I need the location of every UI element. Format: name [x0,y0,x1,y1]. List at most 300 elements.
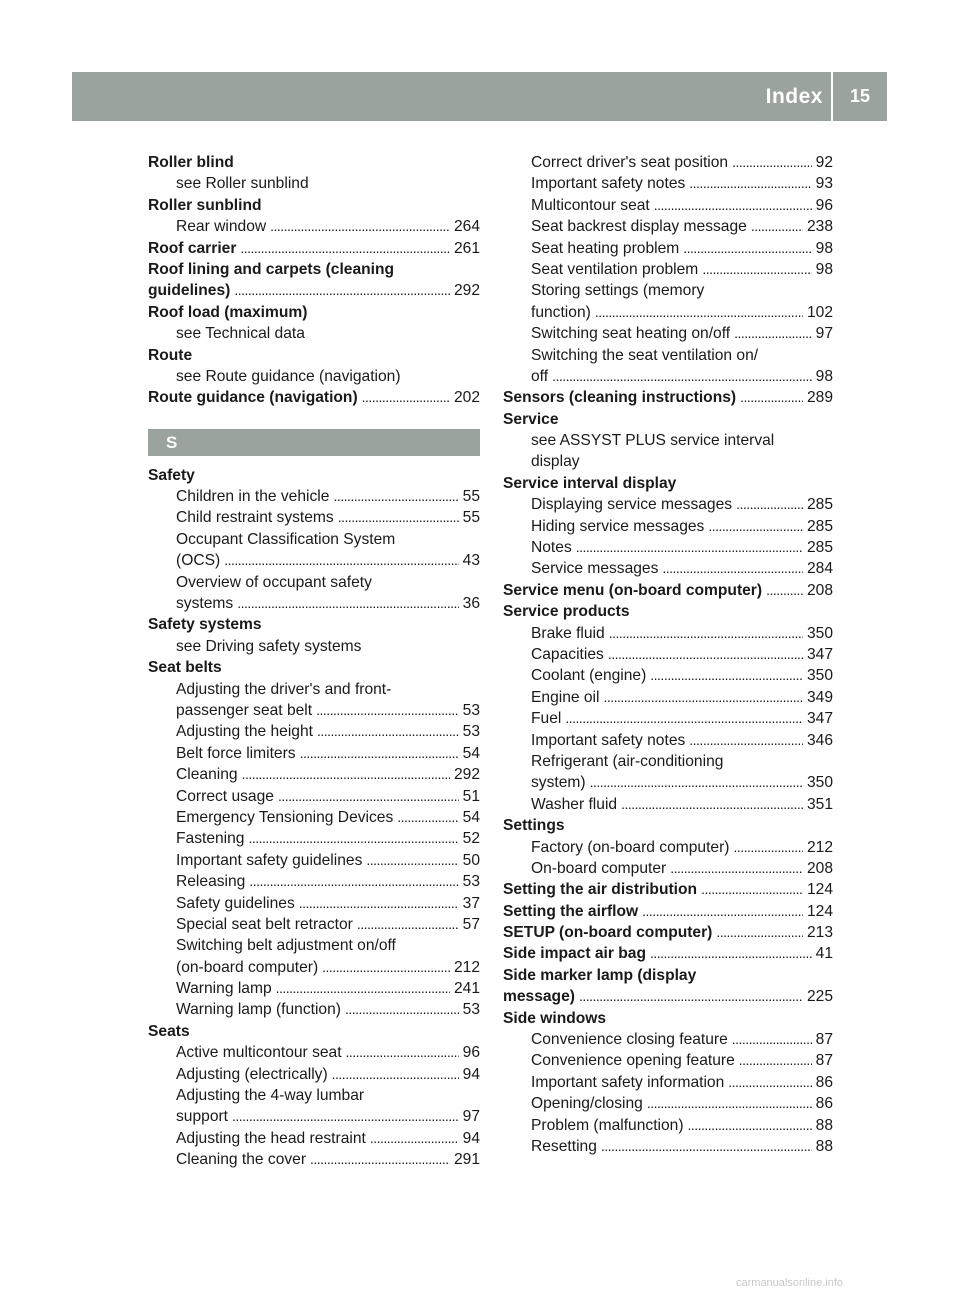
index-subentry [148,828,480,849]
index-heading-entry [503,601,833,622]
dot-leader [333,486,458,507]
dot-leader [242,764,450,785]
dot-leader [338,507,459,528]
dot-leader [739,1050,812,1071]
index-subentry [148,572,480,593]
dot-leader [317,721,459,742]
page-reference: 57 [462,915,480,933]
index-subentry [148,700,480,721]
dot-leader [766,580,803,601]
entry-text: Setting the airflow [503,902,639,920]
page-reference: 93 [815,175,833,193]
index-subentry [148,914,480,935]
dot-leader [732,152,812,173]
page-reference: 36 [462,595,480,613]
index-heading-entry [503,815,833,836]
entry-text: Emergency Tensioning Devices [176,808,394,826]
page-reference: 98 [815,239,833,257]
dot-leader [689,730,803,751]
dot-leader [734,323,812,344]
dot-leader [316,700,459,721]
entry-text: Displaying service messages [531,496,733,514]
index-subentry [503,858,833,879]
entry-text: Roller sunblind [148,196,262,214]
index-heading-entry [503,473,833,494]
entry-text: off [531,367,549,385]
entry-text: Cleaning the cover [176,1151,307,1169]
dot-leader [240,238,450,259]
index-subentry [148,366,480,387]
entry-text: Refrigerant (air-conditioning [531,752,724,770]
entry-text: system) [531,774,586,792]
index-subentry [148,173,480,194]
page-reference: 88 [815,1116,833,1134]
dot-leader [579,986,803,1007]
index-subentry [503,1072,833,1093]
dot-leader [732,1029,812,1050]
page-reference: 53 [462,873,480,891]
dot-leader [370,1128,459,1149]
index-subentry [148,1128,480,1149]
entry-text: Correct driver's seat position [531,154,729,171]
index-heading-entry [148,280,480,301]
index-heading-entry [148,259,480,280]
entry-text: Sensors (cleaning instructions) [503,389,737,407]
entry-text: Roof load (maximum) [148,303,308,321]
page-reference: 51 [462,787,480,805]
dot-leader [601,1136,812,1157]
index-heading-entry [148,238,480,259]
dot-leader [249,871,458,892]
entry-text: Capacities [531,645,604,663]
index-subentry [148,999,480,1020]
index-column-left [148,152,480,1171]
index-heading-entry [503,879,833,900]
index-group-s [148,465,480,1171]
entry-text: guidelines) [148,282,231,300]
entry-text: On-board computer [531,859,667,877]
page-reference: 53 [462,723,480,741]
page-reference: 350 [806,624,833,642]
entry-text: Convenience closing feature [531,1031,728,1049]
entry-text: display [531,453,580,471]
index-subentry [503,558,833,579]
page-reference: 88 [815,1137,833,1155]
dot-leader [357,914,459,935]
index-group-s-continued [503,152,833,1157]
index-subentry [503,772,833,793]
index-subentry [148,850,480,871]
index-heading-entry [148,195,480,216]
entry-text: Adjusting the driver's and front- [176,680,392,698]
index-heading-entry [503,580,833,601]
entry-text: Route [148,346,193,364]
entry-text: Engine oil [531,688,600,706]
index-heading-entry [148,1021,480,1042]
index-subentry [503,366,833,387]
entry-text: see ASSYST PLUS service interval [531,432,775,450]
dot-leader [733,837,803,858]
dot-leader [224,550,458,571]
page-reference: 346 [806,731,833,749]
dot-leader [310,1149,450,1170]
page-reference: 212 [806,838,833,856]
page-reference: 52 [462,830,480,848]
dot-leader [708,516,803,537]
dot-leader [689,173,811,194]
index-heading-entry [148,614,480,635]
index-column-right [503,152,833,1157]
entry-text: see Technical data [176,325,305,343]
index-subentry [503,152,833,173]
page-reference: 94 [462,1065,480,1083]
entry-text: Safety [148,466,195,484]
page-reference: 98 [815,367,833,385]
page-reference: 285 [806,517,833,535]
dot-leader [248,828,458,849]
entry-text: Seat belts [148,659,222,677]
entry-text: Switching seat heating on/off [531,325,731,343]
index-title: Index [765,85,823,108]
entry-text: support [176,1108,229,1126]
dot-leader [234,280,450,301]
index-heading-entry [503,943,833,964]
page-reference: 55 [462,488,480,506]
entry-text: Opening/closing [531,1095,643,1113]
entry-text: Releasing [176,873,246,891]
entry-text: function) [531,303,591,321]
index-heading-entry [503,922,833,943]
page-reference: 102 [806,303,833,321]
entry-text: Roof lining and carpets (cleaning [148,260,395,278]
entry-text: Side marker lamp (display [503,966,697,984]
page-reference: 261 [453,239,480,257]
index-subentry [503,751,833,772]
entry-text: see Driving safety systems [176,637,362,655]
entry-text: passenger seat belt [176,701,313,719]
index-subentry [503,623,833,644]
index-subentry [503,516,833,537]
entry-text: Fuel [531,710,562,728]
index-heading-entry [148,345,480,366]
entry-text: Correct usage [176,787,274,805]
page-reference: 292 [453,282,480,300]
page-reference: 213 [806,924,833,942]
dot-leader [345,999,459,1020]
entry-text: Roller blind [148,154,234,171]
dot-leader [322,957,450,978]
entry-text: Multicontour seat [531,196,650,214]
index-subentry [503,345,833,366]
page-reference: 96 [815,196,833,214]
page-reference: 87 [815,1031,833,1049]
entry-text: Adjusting the height [176,723,313,741]
index-subentry [503,280,833,301]
index-subentry [148,721,480,742]
page-reference: 54 [462,808,480,826]
dot-leader [397,807,458,828]
page-reference: 43 [462,552,480,570]
index-subentry [503,1050,833,1071]
page-reference: 285 [806,496,833,514]
page-reference: 55 [462,509,480,527]
entry-text: Special seat belt retractor [176,915,353,933]
page-reference: 87 [815,1052,833,1070]
page-reference: 54 [462,744,480,762]
dot-leader [701,879,803,900]
entry-text: Children in the vehicle [176,488,330,506]
page-reference: 97 [815,325,833,343]
entry-text: Roof carrier [148,239,237,257]
page-reference: 208 [806,581,833,599]
page-reference: 291 [453,1151,480,1169]
page-reference: 350 [806,667,833,685]
index-subentry [148,679,480,700]
entry-text: Child restraint systems [176,509,334,527]
page-reference: 264 [453,218,480,236]
dot-leader [565,708,803,729]
dot-leader [728,1072,811,1093]
dot-leader [552,366,812,387]
page-reference: 208 [806,859,833,877]
dot-leader [650,665,803,686]
index-subentry [503,1029,833,1050]
index-subentry [503,1093,833,1114]
index-subentry [148,216,480,237]
dot-leader [670,858,803,879]
entry-text: Safety guidelines [176,894,295,912]
page-reference: 284 [806,560,833,578]
entry-text: Hiding service messages [531,517,705,535]
index-heading-entry [503,1008,833,1029]
index-subentry [503,494,833,515]
entry-text: Important safety notes [531,731,686,749]
page-reference: 50 [462,851,480,869]
entry-text: Settings [503,817,565,835]
page-reference: 86 [815,1095,833,1113]
page-reference: 97 [462,1108,480,1126]
entry-text: Notes [531,539,572,557]
index-subentry [503,665,833,686]
index-heading-entry [503,387,833,408]
page-reference: 289 [806,389,833,407]
page-reference: 53 [462,1001,480,1019]
entry-text: Seat backrest display message [531,218,747,236]
entry-text: Important safety guidelines [176,851,363,869]
index-subentry [503,451,833,472]
page-header [72,72,887,121]
entry-text: Washer fluid [531,795,618,813]
index-subentry [148,957,480,978]
dot-leader [346,1042,459,1063]
index-subentry [503,1136,833,1157]
index-subentry [148,550,480,571]
page-reference: 212 [453,958,480,976]
index-heading-entry [148,387,480,408]
page-reference: 347 [806,645,833,663]
index-heading-entry [503,965,833,986]
index-group-r [148,152,480,409]
index-subentry [148,743,480,764]
page-reference: 53 [462,701,480,719]
page-reference: 202 [453,389,480,407]
index-subentry [148,978,480,999]
page-reference: 225 [806,988,833,1006]
dot-leader [232,1106,459,1127]
index-subentry [503,794,833,815]
index-subentry [503,238,833,259]
page-reference: 292 [453,766,480,784]
index-heading-entry [148,465,480,486]
index-subentry [503,687,833,708]
dot-leader [716,922,803,943]
entry-text: see Route guidance (navigation) [176,367,401,385]
entry-text: Switching belt adjustment on/off [176,937,396,955]
entry-text: Active multicontour seat [176,1044,342,1062]
dot-leader [608,644,803,665]
dot-leader [576,537,803,558]
page-reference: 94 [462,1129,480,1147]
index-heading-entry [148,152,480,173]
entry-text: Adjusting (electrically) [176,1065,328,1083]
entry-text: Fastening [176,830,245,848]
index-subentry [148,593,480,614]
entry-text: Problem (malfunction) [531,1116,684,1134]
dot-leader [299,893,459,914]
entry-text: Warning lamp (function) [176,1001,341,1019]
dot-leader [366,850,458,871]
dot-leader [332,1064,459,1085]
index-subentry [503,259,833,280]
entry-text: Coolant (engine) [531,667,647,685]
index-heading-entry [148,657,480,678]
entry-text: Warning lamp [176,980,272,998]
dot-leader [662,558,803,579]
entry-text: Seat heating problem [531,239,680,257]
entry-text: Seats [148,1022,190,1040]
entry-text: Service [503,410,559,428]
entry-text: Route guidance (navigation) [148,389,358,407]
dot-leader [621,794,803,815]
entry-text: Important safety information [531,1073,725,1091]
page-reference: 37 [462,894,480,912]
entry-text: Rear window [176,218,267,236]
dot-leader [604,687,803,708]
watermark: carmanualsonline.info [736,1277,844,1289]
index-subentry [503,430,833,451]
index-heading-entry [148,302,480,323]
dot-leader [609,623,803,644]
dot-leader [751,216,803,237]
entry-text: Setting the air distribution [503,881,698,899]
entry-text: Belt force limiters [176,744,296,762]
entry-text: message) [503,988,575,1006]
index-heading-entry [503,986,833,1007]
index-subentry [148,1149,480,1170]
dot-leader [654,195,812,216]
page-reference: 86 [815,1073,833,1091]
entry-text: (OCS) [176,552,221,570]
page-reference: 124 [806,881,833,899]
index-subentry [148,807,480,828]
index-subentry [148,486,480,507]
dot-leader [276,978,450,999]
entry-text: Adjusting the head restraint [176,1129,366,1147]
page-reference: 41 [815,945,833,963]
index-subentry [148,1042,480,1063]
dot-leader [590,772,803,793]
index-subentry [148,323,480,344]
index-subentry [148,1085,480,1106]
entry-text: SETUP (on-board computer) [503,924,713,942]
index-subentry [503,173,833,194]
index-subentry [503,730,833,751]
page-reference: 347 [806,710,833,728]
index-subentry [503,216,833,237]
entry-text: Seat ventilation problem [531,260,699,278]
dot-leader [362,387,450,408]
index-subentry [148,764,480,785]
dot-leader [270,216,450,237]
page-reference: 349 [806,688,833,706]
dot-leader [595,302,803,323]
index-subentry [148,1064,480,1085]
dot-leader [642,901,803,922]
index-subentry [148,935,480,956]
entry-text: Side impact air bag [503,945,646,963]
index-heading-entry [503,901,833,922]
dot-leader [300,743,459,764]
page-reference: 241 [453,980,480,998]
page-reference: 92 [815,154,833,171]
entry-text: Service menu (on-board computer) [503,581,763,599]
index-subentry [148,893,480,914]
page-reference: 350 [806,774,833,792]
page-reference: 351 [806,795,833,813]
entry-text: see Roller sunblind [176,175,309,193]
page-reference: 285 [806,539,833,557]
index-subentry [503,323,833,344]
entry-text: Safety systems [148,616,262,634]
page-reference: 98 [815,260,833,278]
dot-leader [683,238,811,259]
entry-text: Adjusting the 4-way lumbar [176,1087,365,1105]
dot-leader [278,786,459,807]
entry-text: Occupant Classification System [176,530,396,548]
entry-text: Side windows [503,1009,607,1027]
index-subentry [148,871,480,892]
index-subentry [148,507,480,528]
index-subentry [148,786,480,807]
entry-text: (on-board computer) [176,958,319,976]
entry-text: Switching the seat ventilation on/ [531,346,759,364]
dot-leader [650,943,812,964]
dot-leader [702,259,811,280]
index-subentry [503,644,833,665]
dot-leader [688,1115,812,1136]
index-subentry [503,302,833,323]
entry-text: Service products [503,603,630,621]
dot-leader [237,593,458,614]
dot-leader [736,494,803,515]
entry-text: Convenience opening feature [531,1052,735,1070]
entry-text: Overview of occupant safety [176,573,372,591]
entry-text: systems [176,595,234,613]
entry-text: Resetting [531,1137,597,1155]
index-subentry [503,1115,833,1136]
entry-text: Service messages [531,560,659,578]
index-subentry [148,529,480,550]
